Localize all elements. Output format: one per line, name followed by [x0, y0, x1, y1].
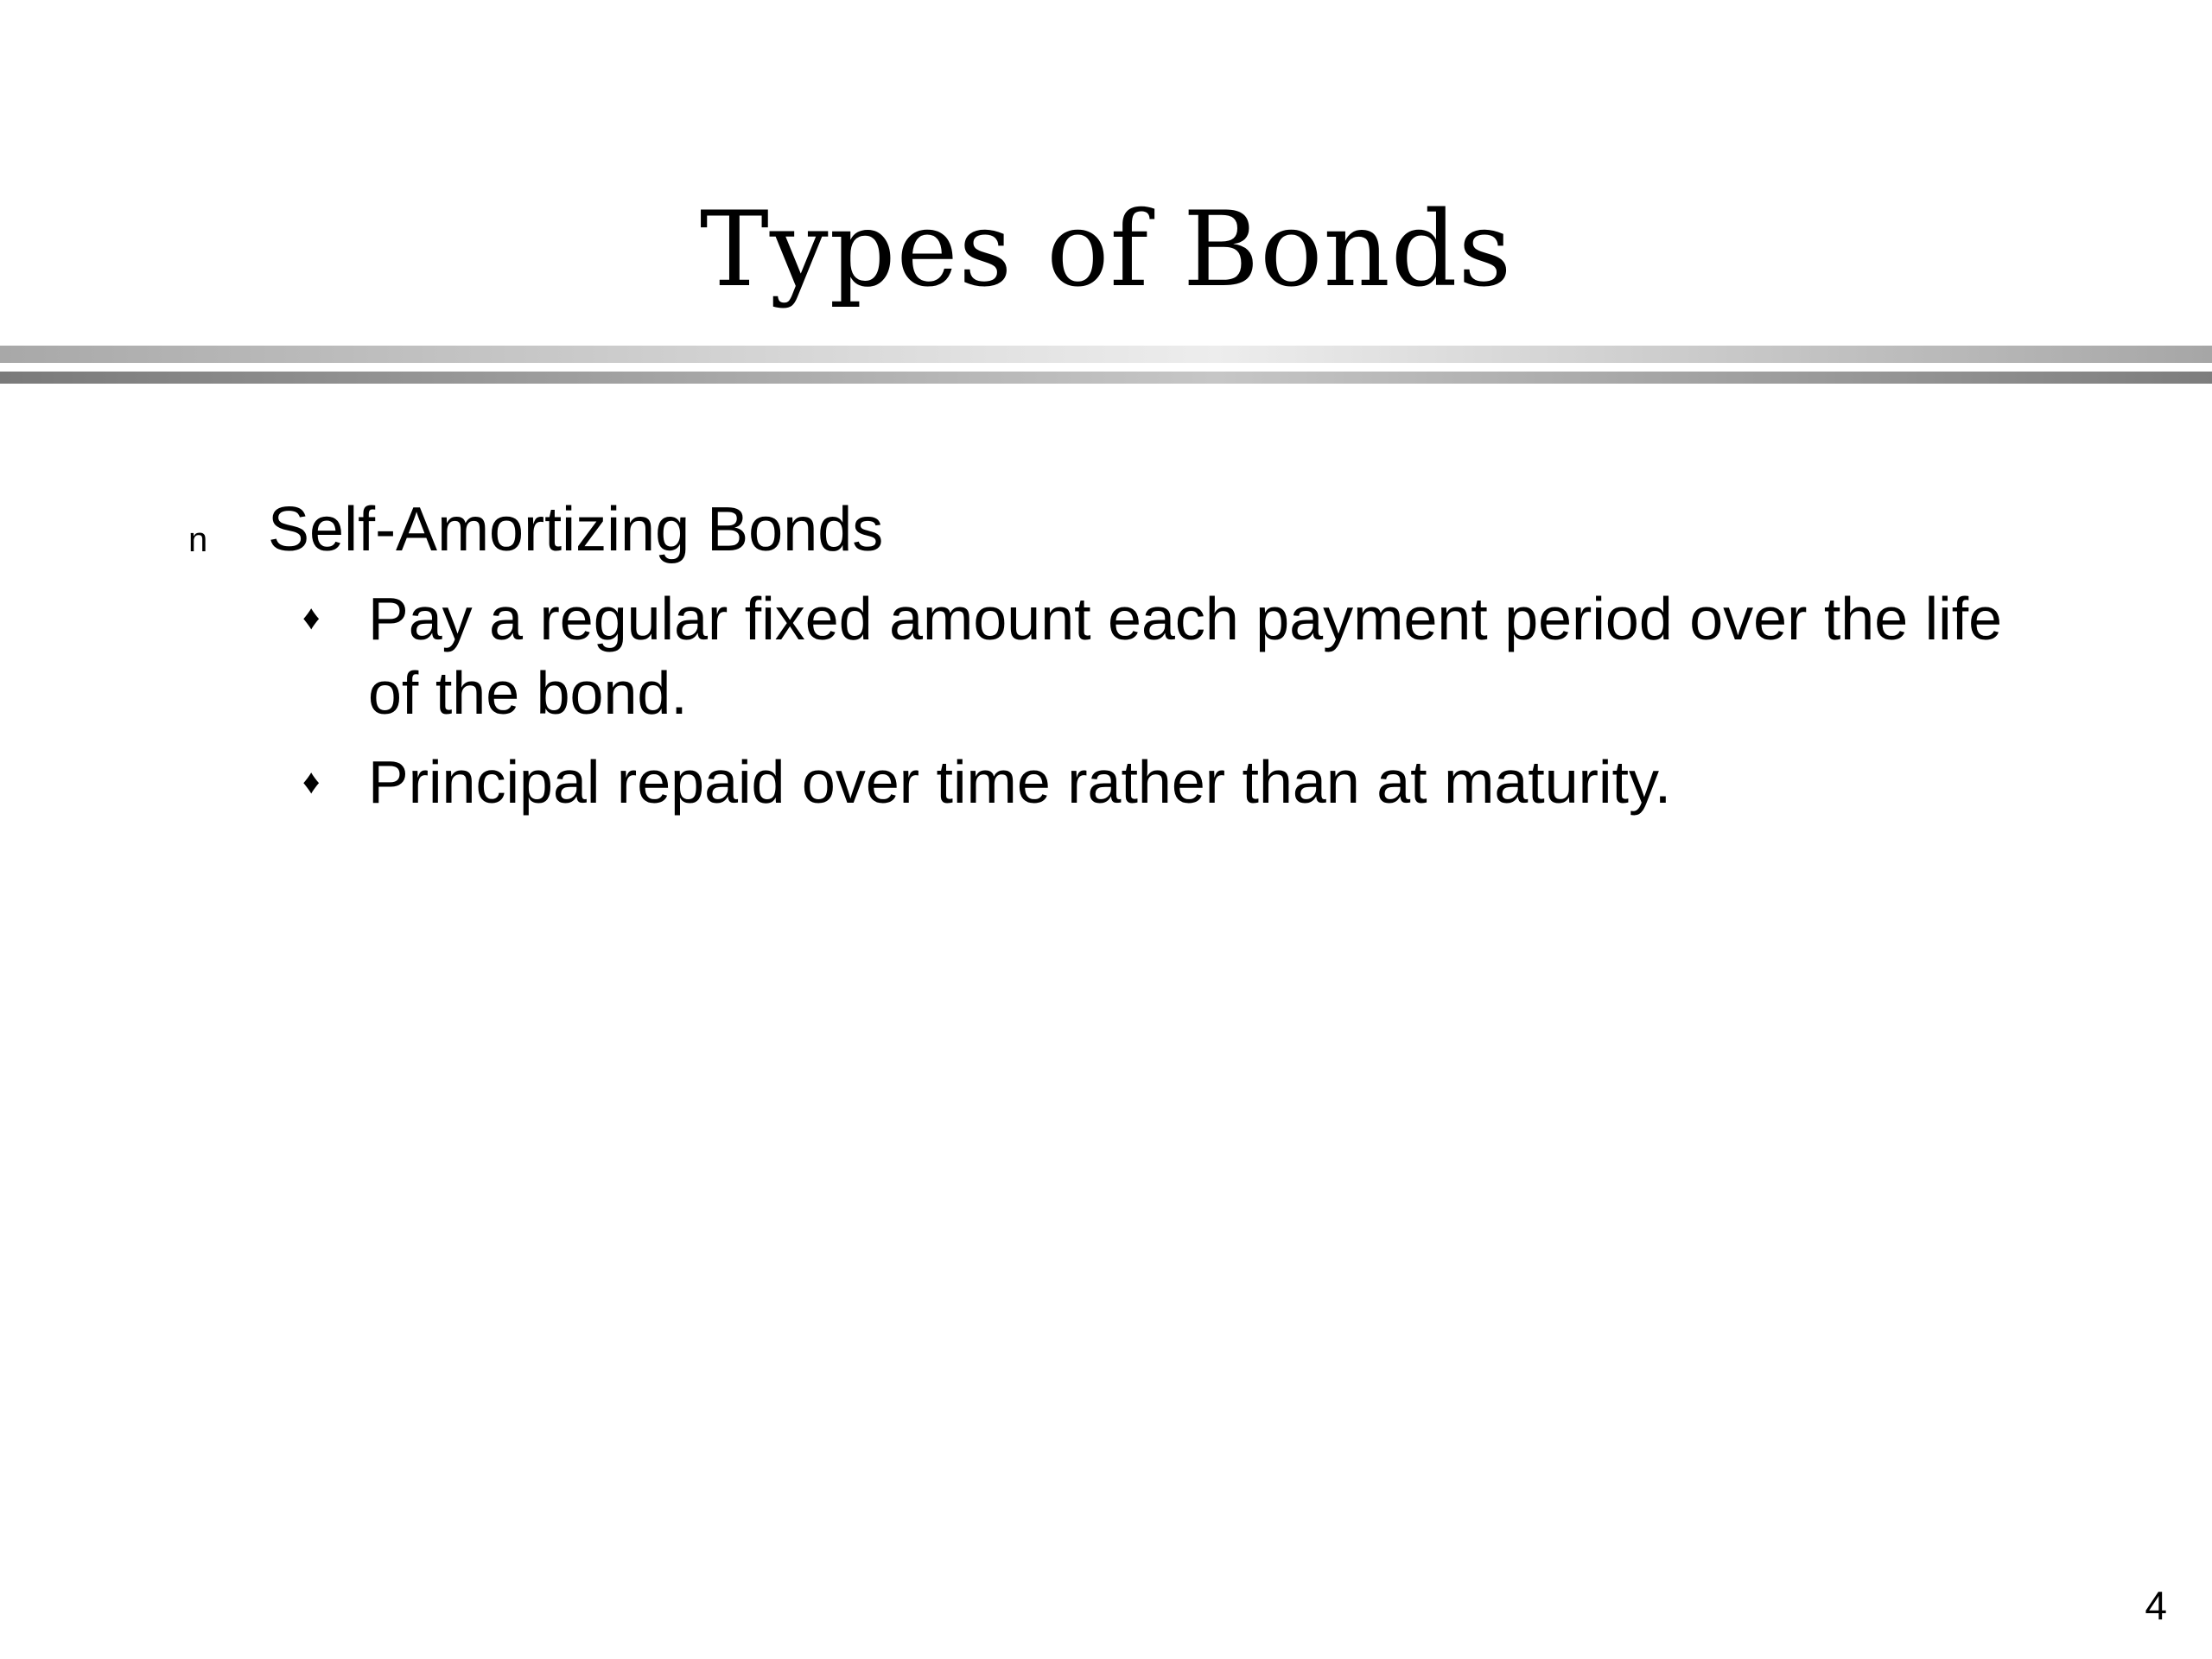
- bullet-marker-level1: n: [188, 521, 208, 559]
- title-divider-top: [0, 346, 2212, 363]
- page-number: 4: [2145, 1583, 2167, 1628]
- bullet-level2-text: Pay a regular fixed amount each payment period over the life of the bond.: [368, 585, 2003, 727]
- diamond-bullet-icon: ♦: [302, 599, 321, 637]
- title-divider-bottom: [0, 372, 2212, 384]
- diamond-bullet-icon: ♦: [302, 763, 321, 801]
- slide-title: Types of Bonds: [699, 190, 1513, 310]
- bullet-level2-text: Principal repaid over time rather than at maturity.: [368, 748, 1672, 816]
- bullet-level1-text: Self-Amortizing Bonds: [268, 495, 884, 564]
